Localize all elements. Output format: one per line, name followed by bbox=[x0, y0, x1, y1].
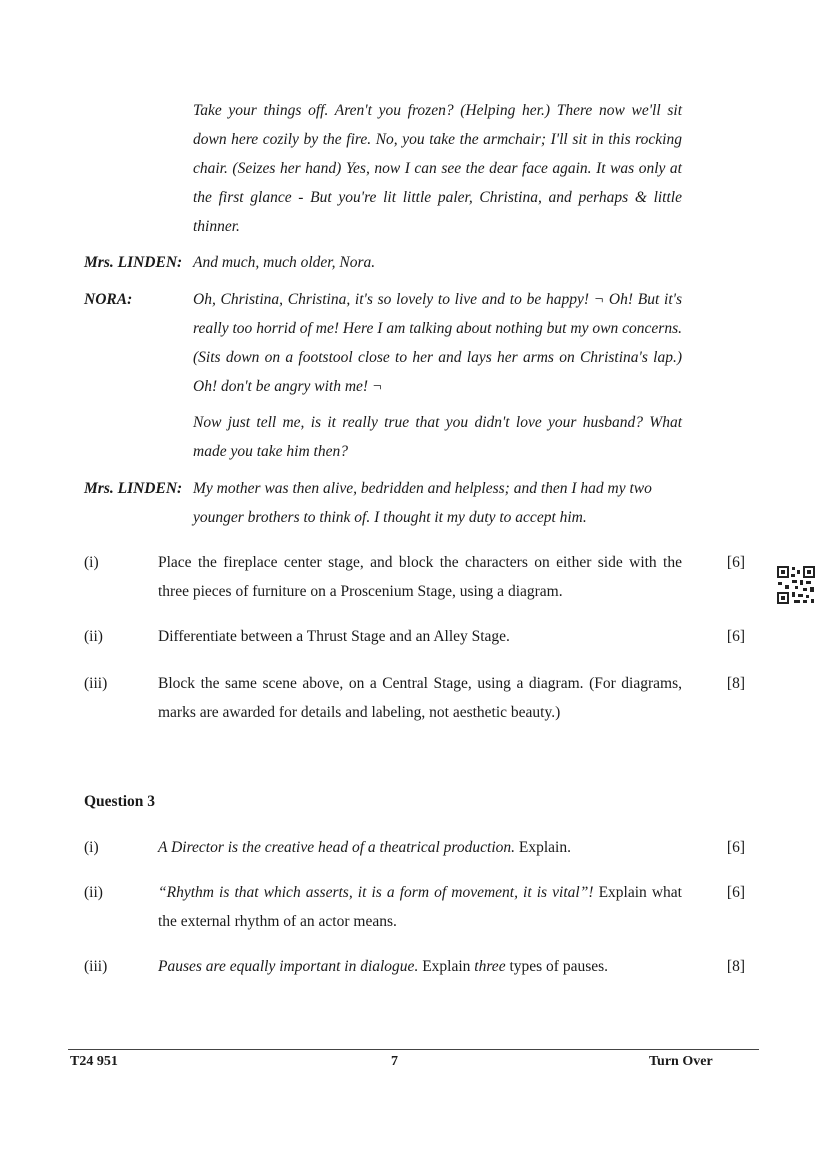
question-3-heading: Question 3 bbox=[84, 793, 156, 810]
nora-continued-speech: Take your things off. Aren't you frozen? (Helping her.) There now we'll sit down here cozily by the fire. No, you take the armchair; I'll sit in this rocking chair. (Seizes her hand) Yes, now I can see the dear face again. It was only at the first glance - But you're lit little paler, Christina, and perhaps & little thinner. bbox=[193, 102, 682, 235]
q3-part-iii-number: (iii) bbox=[84, 958, 108, 975]
linden-speech-2-line1: My mother was then alive, bedridden and helpless; and then I had my two bbox=[193, 480, 652, 497]
speaker-mrs-linden-2: Mrs. LINDEN: bbox=[84, 480, 183, 497]
q2-part-iii-marks: [8] bbox=[726, 675, 745, 692]
speaker-mrs-linden: Mrs. LINDEN: bbox=[84, 254, 183, 271]
q3-part-i-text bbox=[158, 833, 682, 862]
q3-part-ii-instruction: Explain what the external rhythm of an actor means. bbox=[158, 884, 682, 930]
q3-part-ii-marks: [6] bbox=[726, 884, 745, 901]
q2-part-iii-number: (iii) bbox=[84, 675, 108, 692]
q3-part-iii-emphasis: three bbox=[474, 958, 506, 975]
nora-speech-1: Oh, Christina, Christina, it's so lovely to live and to be happy! ¬ Oh! But it's really too horrid of me! Here I am talking about nothing but my own concerns. (Sits down on a footstool close to her and lays her arms on Christina's lap.) Oh! don't be angry with me! ¬ bbox=[193, 291, 682, 395]
q3-part-ii-quote: “Rhythm is that which asserts, it is a form of movement, it is vital”! bbox=[158, 884, 594, 901]
q3-part-i-marks: [6] bbox=[726, 839, 745, 856]
q2-part-iii-text: Block the same scene above, on a Central Stage, using a diagram. (For diagrams, marks are awarded for details and labeling, not aesthetic beauty.) bbox=[158, 675, 682, 721]
footer-divider bbox=[68, 1049, 759, 1050]
q3-part-iii-instruction-a: Explain bbox=[418, 958, 475, 975]
turn-over-label: Turn Over bbox=[649, 1054, 713, 1069]
q3-part-ii-number: (ii) bbox=[84, 884, 103, 901]
q2-part-ii-marks: [6] bbox=[726, 628, 745, 645]
q2-part-i-marks: [6] bbox=[726, 554, 745, 571]
q3-part-ii-text bbox=[158, 878, 682, 936]
paper-code: T24 951 bbox=[70, 1054, 118, 1069]
q3-part-iii-quote: Pauses are equally important in dialogue. bbox=[158, 958, 419, 975]
q3-part-iii-marks: [8] bbox=[726, 958, 745, 975]
speaker-nora: NORA: bbox=[84, 291, 133, 308]
q3-part-i-quote: A Director is the creative head of a theatrical production. bbox=[158, 839, 516, 856]
q2-part-i-number: (i) bbox=[84, 554, 99, 571]
linden-speech-2-line2: younger brothers to think of. I thought it my duty to accept him. bbox=[193, 509, 587, 526]
q2-part-i-text: Place the fireplace center stage, and block the characters on either side with the three pieces of furniture on a Proscenium Stage, using a diagram. bbox=[158, 554, 682, 600]
q3-part-i-number: (i) bbox=[84, 839, 99, 856]
linden-speech-1: And much, much older, Nora. bbox=[193, 254, 376, 271]
nora-speech-2: Now just tell me, is it really true that you didn't love your husband? What made you take him then? bbox=[193, 414, 682, 460]
q2-part-ii-text: Differentiate between a Thrust Stage and an Alley Stage. bbox=[158, 628, 510, 645]
q2-part-ii-number: (ii) bbox=[84, 628, 103, 645]
q3-part-iii-instruction-b: types of pauses. bbox=[505, 958, 609, 975]
q3-part-iii-text bbox=[158, 952, 682, 981]
q3-part-i-instruction: Explain. bbox=[515, 839, 571, 856]
page-number: 7 bbox=[391, 1054, 398, 1069]
qr-code-icon bbox=[776, 565, 816, 605]
